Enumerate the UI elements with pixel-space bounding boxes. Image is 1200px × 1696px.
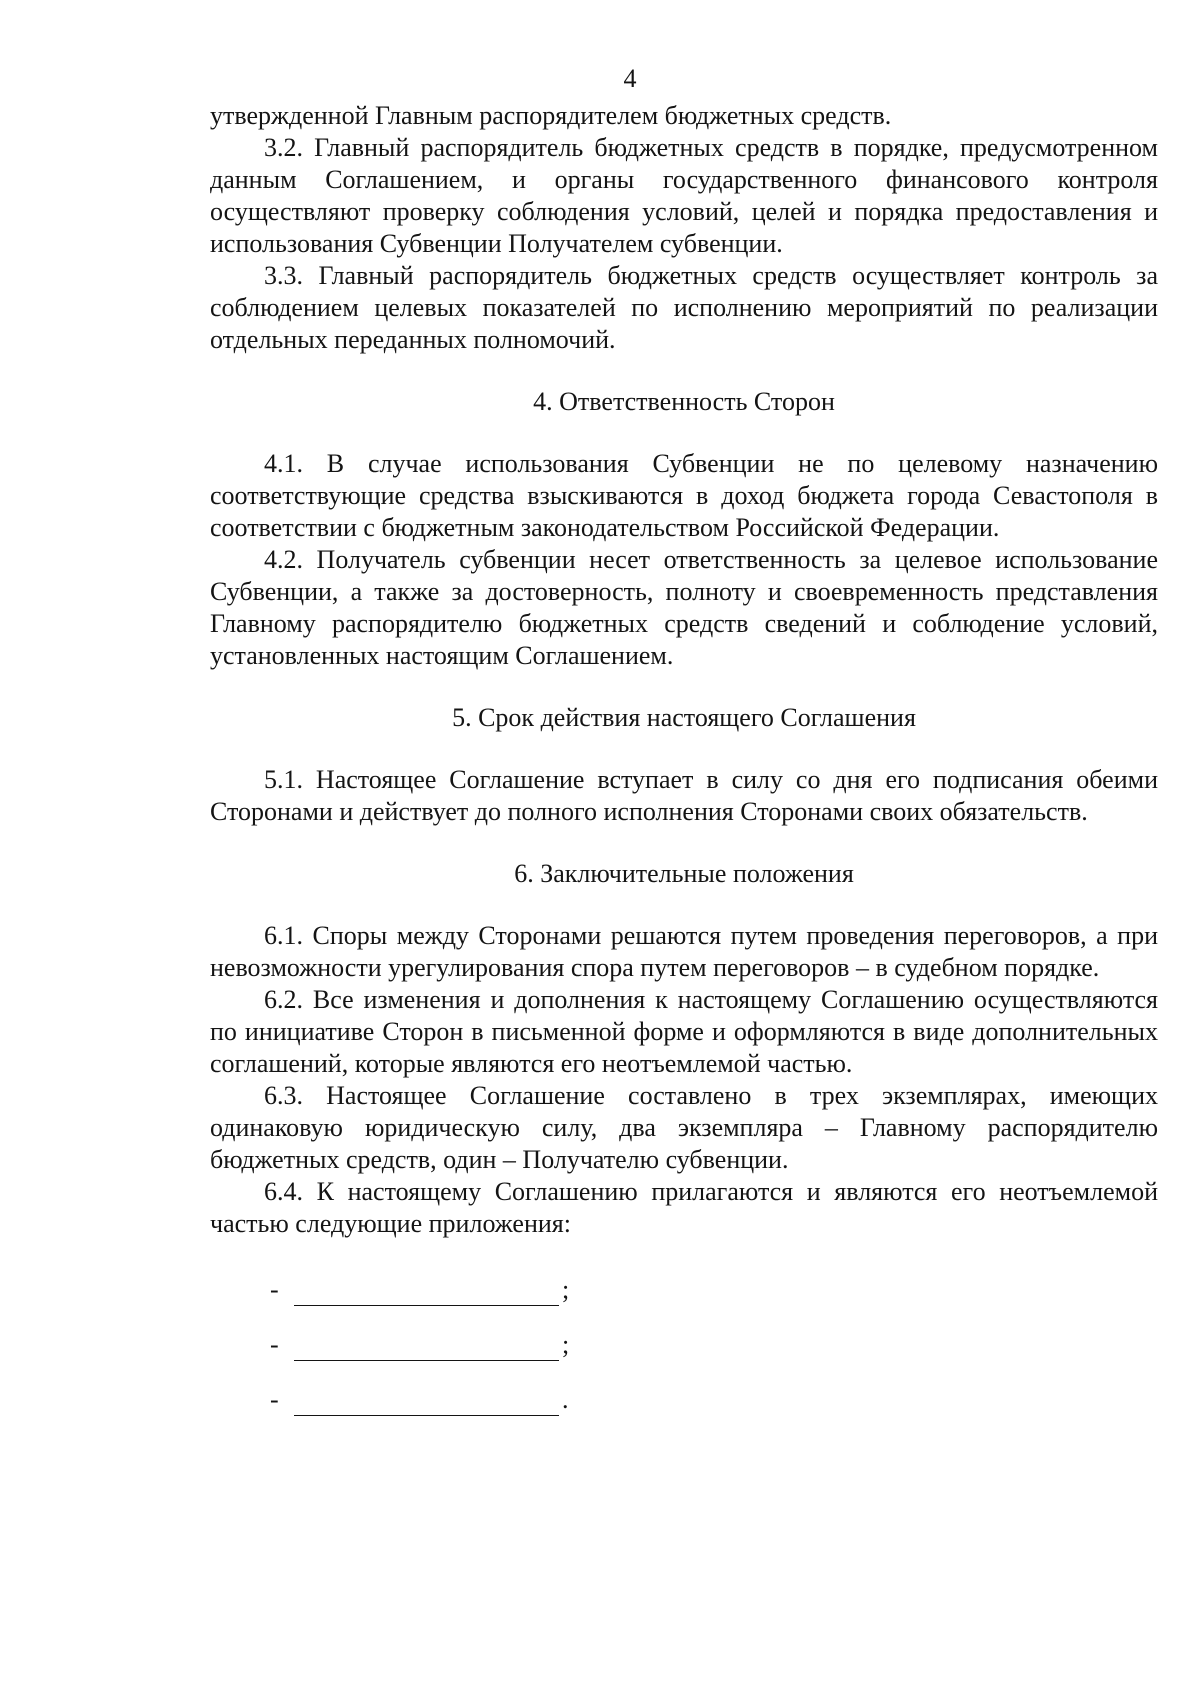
paragraph-6-4: 6.4. К настоящему Соглашению прилагаются и являются его неотъемлемой частью следующие приложения: <box>210 1177 1158 1238</box>
attachment-item <box>270 1384 1158 1416</box>
list-terminator: . <box>562 1385 569 1414</box>
blank-fill-line <box>294 1336 559 1361</box>
blank-fill-line <box>294 1391 559 1416</box>
paragraph-6-1: 6.1. Споры между Сторонами решаются путем проведения переговоров, а при невозможности урегулирования спора путем переговоров – в судебном порядке. <box>210 921 1158 982</box>
page-number: 4 <box>623 64 637 93</box>
attachment-item <box>270 1274 1158 1306</box>
list-dash: - <box>270 1385 279 1414</box>
blank-fill-line <box>294 1281 559 1306</box>
paragraph-6-2: 6.2. Все изменения и дополнения к настоящему Соглашению осуществляются по инициативе Сторон в письменной форме и оформляются в виде дополнительных соглашений, которые являются его неотъемлемой частью. <box>210 985 1158 1078</box>
list-terminator: ; <box>562 1275 570 1304</box>
document-body <box>210 100 1158 1439</box>
paragraph-3-3: 3.3. Главный распорядитель бюджетных средств осуществляет контроль за соблюдением целевых показателей по исполнению мероприятий по реализации отдельных переданных полномочий. <box>210 261 1158 354</box>
list-dash: - <box>270 1275 279 1304</box>
attachments-list <box>210 1274 1158 1416</box>
paragraph-5-1: 5.1. Настоящее Соглашение вступает в силу со дня его подписания обеими Сторонами и действует до полного исполнения Сторонами своих обязательств. <box>210 765 1158 826</box>
attachment-item <box>270 1329 1158 1361</box>
paragraph-4-2: 4.2. Получатель субвенции несет ответственность за целевое использование Субвенции, а также за достоверность, полноту и своевременность представления Главному распорядителю бюджетных средств сведений и соблюдение условий, установленных настоящим Соглашением. <box>210 545 1158 670</box>
intro-line: утвержденной Главным распорядителем бюджетных средств. <box>210 101 892 130</box>
section-6-heading: 6. Заключительные положения <box>514 859 854 888</box>
paragraph-3-2: 3.2. Главный распорядитель бюджетных средств в порядке, предусмотренном данным Соглашением, и органы государственного финансового контроля осуществляют проверку соблюдения условий, целей и порядка предоставления и использования Субвенции Получателем субвенции. <box>210 133 1158 258</box>
section-5-heading: 5. Срок действия настоящего Соглашения <box>452 703 916 732</box>
paragraph-6-3: 6.3. Настоящее Соглашение составлено в трех экземплярах, имеющих одинаковую юридическую силу, два экземпляра – Главному распорядителю бюджетных средств, один – Получателю субвенции. <box>210 1081 1158 1174</box>
list-dash: - <box>270 1330 279 1359</box>
section-4-heading: 4. Ответственность Сторон <box>533 387 835 416</box>
list-terminator: ; <box>562 1330 570 1359</box>
paragraph-4-1: 4.1. В случае использования Субвенции не по целевому назначению соответствующие средства взыскиваются в доход бюджета города Севастополя в соответствии с бюджетным законодательством Российской Федерации. <box>210 449 1158 542</box>
